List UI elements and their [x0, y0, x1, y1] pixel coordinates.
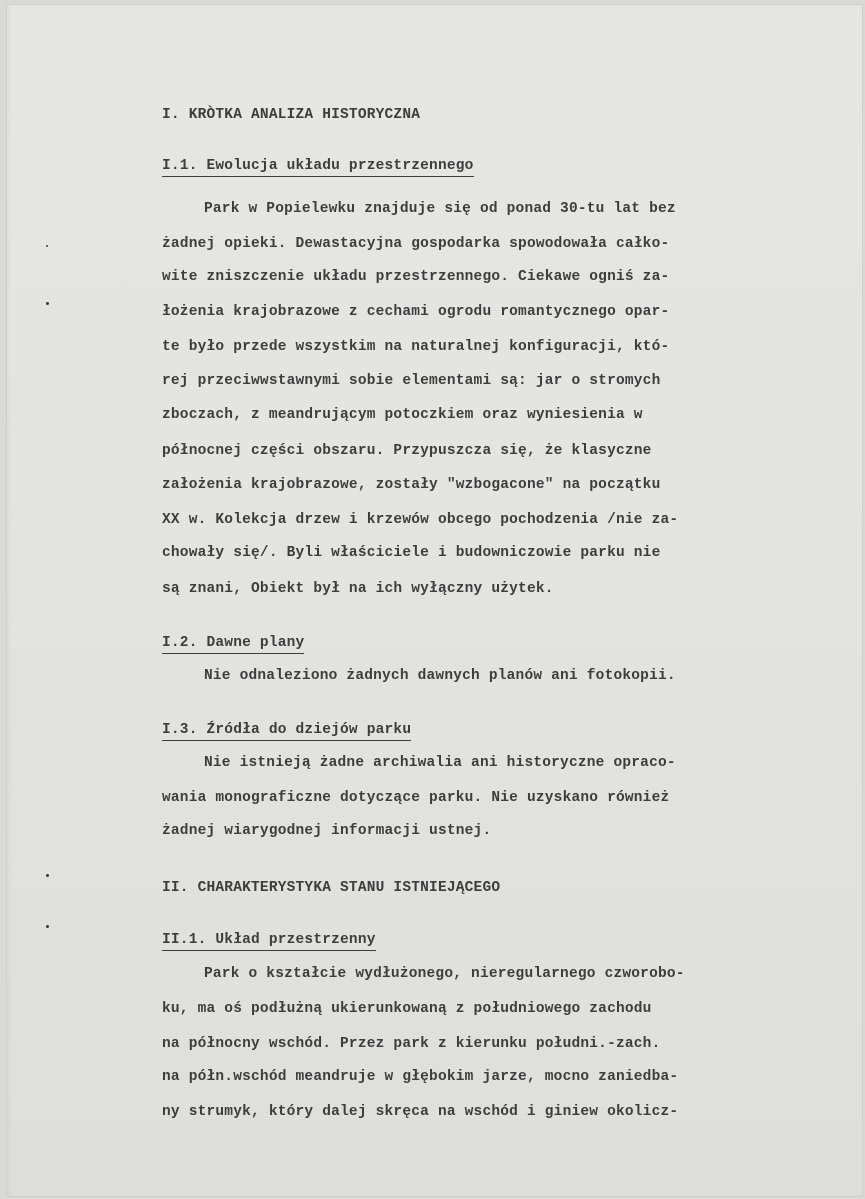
subsection-1-1-heading [162, 159, 474, 174]
paragraph-line: chowały się/. Byli właściciele i budowniczowie parku nie [162, 545, 661, 561]
section-2-title: II. CHARAKTERYSTYKA STANU ISTNIEJĄCEGO [162, 880, 501, 896]
section-1-title: I. KRÒTKA ANALIZA HISTORYCZNA [162, 107, 421, 123]
paragraph-line: Nie istnieją żadne archiwalia ani historyczne opraco- [204, 755, 676, 771]
paragraph-line: żadnej opieki. Dewastacyjna gospodarka spowodowała całko- [162, 236, 670, 252]
paragraph-line: Park o kształcie wydłużonego, nieregularnego czworobo- [204, 966, 685, 982]
subsection-1-2-heading-text: I.2. Dawne plany [162, 635, 304, 654]
paragraph-line: na półn.wschód meandruje w głębokim jarze, mocno zaniedba- [162, 1069, 679, 1085]
margin-speck [46, 874, 49, 877]
document-page [6, 4, 863, 1197]
paragraph-line: ny strumyk, który dalej skręca na wschód i giniew okolicz- [162, 1104, 679, 1120]
paragraph-line: żadnej wiarygodnej informacji ustnej. [162, 823, 492, 839]
paragraph-line: rej przeciwwstawnymi sobie elementami są: jar o stromych [162, 373, 661, 389]
paragraph-line: XX w. Kolekcja drzew i krzewów obcego pochodzenia /nie za- [162, 512, 679, 528]
paragraph-line: są znani, Obiekt był na ich wyłączny użytek. [162, 581, 554, 597]
paragraph-line: Park w Popielewku znajduje się od ponad 30-tu lat bez [204, 201, 676, 217]
paragraph-line: łożenia krajobrazowe z cechami ogrodu romantycznego opar- [162, 304, 670, 320]
paragraph-line: ku, ma oś podłużną ukierunkowaną z południowego zachodu [162, 1001, 652, 1017]
margin-speck [46, 302, 49, 305]
paragraph-line: te było przede wszystkim na naturalnej konfiguracji, któ- [162, 339, 670, 355]
subsection-2-1-heading-text: II.1. Układ przestrzenny [162, 932, 376, 951]
subsection-1-2-heading [162, 636, 304, 651]
subsection-1-3-heading [162, 723, 411, 738]
paragraph-line: założenia krajobrazowe, zostały "wzbogacone" na początku [162, 477, 661, 493]
paragraph-line: Nie odnaleziono żadnych dawnych planów ani fotokopii. [204, 668, 676, 684]
subsection-1-1-heading-text: I.1. Ewolucja układu przestrzennego [162, 158, 474, 177]
paragraph-line: wite zniszczenie układu przestrzennego. Ciekawe ogniś za- [162, 269, 670, 285]
subsection-1-3-heading-text: I.3. Źródła do dziejów parku [162, 722, 411, 741]
margin-speck [46, 245, 48, 247]
paragraph-line: zboczach, z meandrującym potoczkiem oraz wyniesienia w [162, 407, 643, 423]
paragraph-line: na północny wschód. Przez park z kierunku południ.-zach. [162, 1036, 661, 1052]
paragraph-line: wania monograficzne dotyczące parku. Nie uzyskano również [162, 790, 670, 806]
paragraph-line: północnej części obszaru. Przypuszcza się, że klasyczne [162, 443, 652, 459]
margin-speck [46, 925, 49, 928]
subsection-2-1-heading [162, 933, 376, 948]
